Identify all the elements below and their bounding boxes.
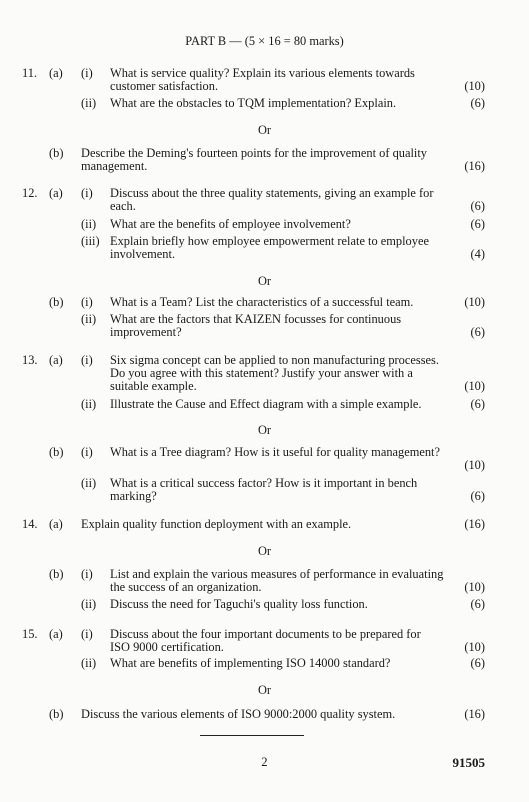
q11a-ii-line1: What are the obstacles to TQM implementation? Explain. [110, 96, 397, 110]
q14-part-b-label: (b) [49, 567, 64, 581]
q13a-i-line3: suitable example. [110, 379, 197, 393]
part-heading: PART B — (5 × 16 = 80 marks) [185, 34, 344, 48]
q13-part-b-label: (b) [49, 445, 64, 459]
q14b-i-line1: List and explain the various measures of performance in evaluating [110, 567, 444, 581]
q13b-ii-line2: marking? [110, 489, 157, 503]
q11a-i-label: (i) [81, 66, 93, 80]
q12a-ii-line1: What are the benefits of employee involvement? [110, 217, 351, 231]
q13a-i-line2: Do you agree with this statement? Justify your answer with a [110, 366, 413, 380]
q11a-ii-marks: (6) [470, 96, 485, 110]
q11b-line2: management. [81, 159, 148, 173]
q13a-i-line1: Six sigma concept can be applied to non manufacturing processes. [110, 353, 439, 367]
or-divider-15: Or [257, 683, 272, 697]
q11a-i-line1: What is service quality? Explain its various elements towards [110, 66, 415, 80]
q12a-ii-label: (ii) [81, 217, 97, 231]
q11b-marks: (16) [464, 159, 485, 173]
q13b-i-marks: (10) [464, 458, 485, 472]
q12a-i-label: (i) [81, 186, 93, 200]
q12b-ii-line2: improvement? [110, 325, 182, 339]
q13b-i-line1: What is a Tree diagram? How is it useful for quality management? [110, 445, 440, 459]
q15a-ii-line1: What are benefits of implementing ISO 14000 standard? [110, 656, 391, 670]
q14b-i-label: (i) [81, 567, 93, 581]
page-number: 2 [261, 755, 268, 769]
or-divider-13: Or [257, 423, 272, 437]
q15a-i-line2: ISO 9000 certification. [110, 640, 224, 654]
or-divider-14: Or [257, 544, 272, 558]
q15b-marks: (16) [464, 707, 485, 721]
q13b-ii-label: (ii) [81, 476, 97, 490]
q13a-i-label: (i) [81, 353, 93, 367]
q14a-marks: (16) [464, 517, 485, 531]
q11a-i-marks: (10) [464, 79, 485, 93]
q12a-i-marks: (6) [470, 199, 485, 213]
question-number-13: 13. [22, 353, 38, 367]
q12a-iii-line2: involvement. [110, 247, 176, 261]
q14b-i-line2: the success of an organization. [110, 580, 262, 594]
q15b-line1: Discuss the various elements of ISO 9000:2000 quality system. [81, 707, 396, 721]
or-divider-12: Or [257, 274, 272, 288]
question-number-12: 12. [22, 186, 38, 200]
q11b-line1: Describe the Deming's fourteen points for the improvement of quality [81, 146, 427, 160]
q15a-i-label: (i) [81, 627, 93, 641]
q12a-i-line2: each. [110, 199, 136, 213]
q14-part-a-label: (a) [49, 517, 63, 531]
q14b-i-marks: (10) [464, 580, 485, 594]
q15-part-a-label: (a) [49, 627, 63, 641]
q13b-ii-line1: What is a critical success factor? How is it important in bench [110, 476, 418, 490]
q12a-iii-marks: (4) [470, 247, 485, 261]
q11a-i-line2: customer satisfaction. [110, 79, 219, 93]
q12a-iii-line1: Explain briefly how employee empowerment relate to employee [110, 234, 429, 248]
q15a-i-line1: Discuss about the four important documents to be prepared for [110, 627, 421, 641]
or-divider-11: Or [257, 123, 272, 137]
q12b-ii-marks: (6) [470, 325, 485, 339]
q15a-ii-label: (ii) [81, 656, 97, 670]
q12a-ii-marks: (6) [470, 217, 485, 231]
q11-part-a-label: (a) [49, 66, 63, 80]
q14b-ii-line1: Discuss the need for Taguchi's quality loss function. [110, 597, 368, 611]
q14b-ii-marks: (6) [470, 597, 485, 611]
q14b-ii-label: (ii) [81, 597, 97, 611]
q12b-ii-label: (ii) [81, 312, 97, 326]
q13a-ii-label: (ii) [81, 397, 97, 411]
question-number-11: 11. [22, 66, 38, 80]
q15-part-b-label: (b) [49, 707, 64, 721]
question-number-14: 14. [22, 517, 38, 531]
q13a-i-marks: (10) [464, 379, 485, 393]
q11-part-b-label: (b) [49, 146, 64, 160]
end-rule [200, 735, 304, 736]
q15a-ii-marks: (6) [470, 656, 485, 670]
q12b-ii-line1: What are the factors that KAIZEN focusses for continuous [110, 312, 402, 326]
q13a-ii-line1: Illustrate the Cause and Effect diagram with a simple example. [110, 397, 422, 411]
q12a-iii-label: (iii) [81, 234, 100, 248]
q13b-ii-marks: (6) [470, 489, 485, 503]
q13-part-a-label: (a) [49, 353, 63, 367]
q13b-i-label: (i) [81, 445, 93, 459]
q12b-i-marks: (10) [464, 295, 485, 309]
question-number-15: 15. [22, 627, 38, 641]
q14a-line1: Explain quality function deployment with an example. [81, 517, 352, 531]
q12-part-a-label: (a) [49, 186, 63, 200]
paper-code: 91505 [452, 755, 485, 770]
q15a-i-marks: (10) [464, 640, 485, 654]
q12b-i-label: (i) [81, 295, 93, 309]
q13a-ii-marks: (6) [470, 397, 485, 411]
q12b-i-line1: What is a Team? List the characteristics of a successful team. [110, 295, 414, 309]
q12-part-b-label: (b) [49, 295, 64, 309]
q11a-ii-label: (ii) [81, 96, 97, 110]
q12a-i-line1: Discuss about the three quality statements, giving an example for [110, 186, 434, 200]
